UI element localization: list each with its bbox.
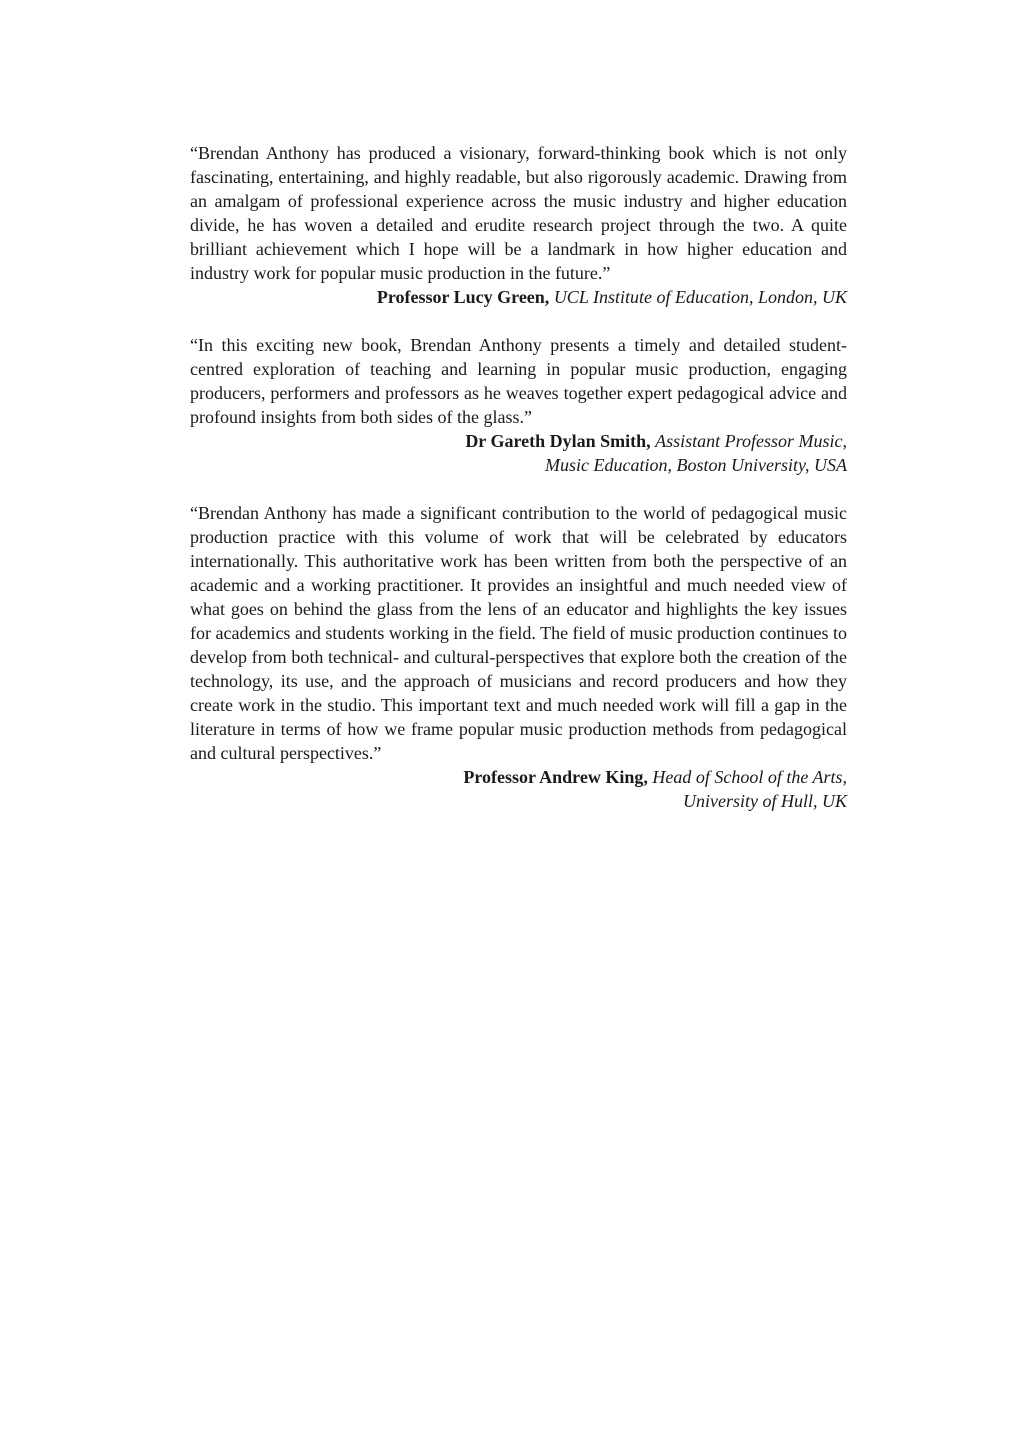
testimonial-attribution <box>190 765 847 813</box>
testimonial-green <box>190 141 847 309</box>
testimonial-quote: “In this exciting new book, Brendan Anthony presents a timely and detailed student-centred exploration of teaching and learning in popular music production, engaging producers, performers and professors as he weaves together expert pedagogical advice and profound insights from both sides of the glass.” <box>190 335 847 427</box>
endorser-affiliation: Assistant Professor Music, <box>655 431 847 451</box>
testimonial-attribution <box>190 429 847 477</box>
endorser-name: Professor Andrew King, <box>463 767 648 787</box>
endorser-affiliation-continued: University of Hull, UK <box>683 791 847 811</box>
testimonial-smith <box>190 333 847 477</box>
testimonial-quote: “Brendan Anthony has produced a visionary, forward-thinking book which is not only fascinating, entertaining, and highly readable, but also rigorously academic. Drawing from an amalgam of professional experience across the music industry and higher education divide, he has woven a detailed and erudite research project through the two. A quite brilliant achievement which I hope will be a landmark in how higher education and industry work for popular music production in the future.” <box>190 143 847 283</box>
endorser-name: Professor Lucy Green, <box>376 287 550 307</box>
endorsements <box>190 141 847 837</box>
endorser-affiliation: UCL Institute of Education, London, UK <box>553 287 847 307</box>
testimonial-attribution <box>190 285 847 309</box>
endorser-affiliation: Head of School of the Arts, <box>652 767 847 787</box>
endorser-name: Dr Gareth Dylan Smith, <box>465 431 651 451</box>
testimonial-king <box>190 501 847 813</box>
endorser-affiliation-continued: Music Education, Boston University, USA <box>545 455 847 475</box>
testimonial-quote: “Brendan Anthony has made a significant contribution to the world of pedagogical music production practice with this volume of work that will be celebrated by educators internationally. This authoritative work has been written from both the perspective of an academic and a working practitioner. It provides an insightful and much needed view of what goes on behind the glass from the lens of an educator and highlights the key issues for academics and students working in the field. The field of music production continues to develop from both technical- and cultural-perspectives that explore both the creation of the technology, its use, and the approach of musicians and record producers and how they create work in the studio. This important text and much needed work will fill a gap in the literature in terms of how we frame popular music production methods from pedagogical and cultural perspectives.” <box>190 503 848 763</box>
